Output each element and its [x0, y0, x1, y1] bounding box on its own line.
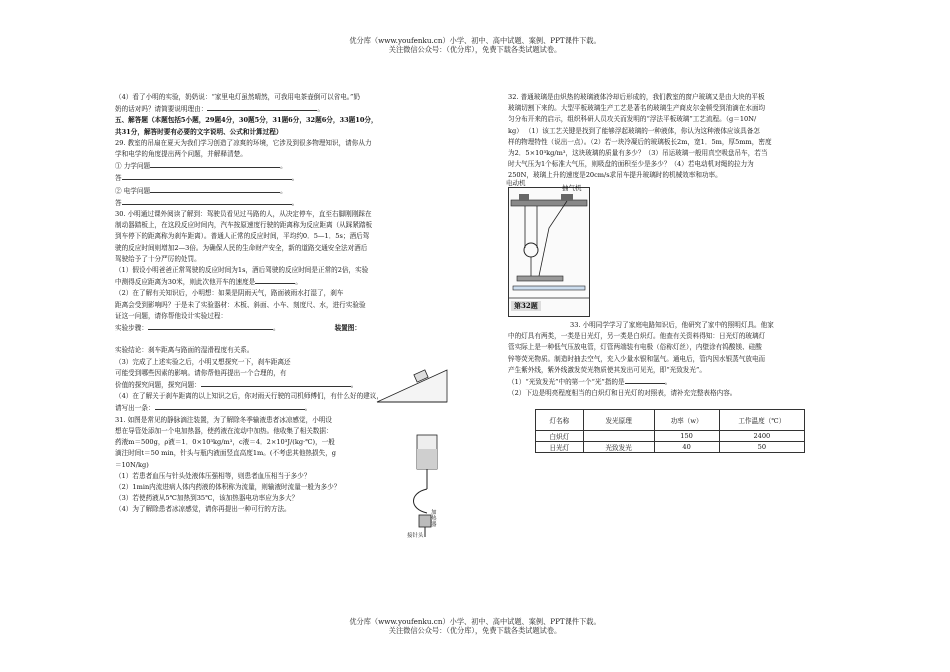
q31-text-5: ＝10N/kg) [115, 460, 149, 469]
dot: 。 [304, 404, 312, 413]
q32-text-6: 为2．5×10³kg/m³，这块玻璃的质量有多少？（3）吊运玻璃一般用真空吸盘吊车，若当 [508, 149, 768, 158]
q30-1-text-2: 中测得反应距离为30米，则此次他开车的速度是 [115, 278, 256, 287]
q31-text-3: 药液m＝500g，ρ液＝1．0×10³kg/m³，c液＝4．2×10³J/(kg·℃)，一般 [115, 438, 335, 447]
q32-text-5: 样的物理特性（说出一点）。（2）若一块冷凝后的玻璃板长2m，宽1．5m，厚5mm，密度 [508, 137, 772, 146]
q30-2-text-2: 距离会受到影响吗？于是未了实验器材：木板、斜面、小车、刻度尺、水，进行实验验 [115, 300, 366, 309]
q33-text-3: 管实际上是一种低气压放电管，灯管两端装有电极（俗称灯丝），内壁涂有钨酸镁、硅酸 [508, 343, 762, 352]
heater-box [419, 515, 431, 527]
q31-text-1: 31. 如图是常见的静脉滴注装置，为了解除冬季输液患者冰凉感觉，小明设 [115, 415, 332, 424]
needle-label: 接针头 [407, 533, 424, 539]
glass-plate [513, 286, 585, 290]
q33-text-2: 中的灯具有两类，一类是日光灯，另一类是白炽灯。他查有关资料得知：日光灯的玻璃灯 [508, 332, 766, 341]
q32-text-2: 玻璃切割下来的。大型平板玻璃生产工艺是著名的玻璃生产商皮尔金顿受到油滴在水面均 [508, 104, 766, 113]
iv-drip-figure [405, 433, 449, 543]
motor-box [519, 194, 529, 201]
right-column [508, 92, 838, 182]
q32-text-3: 匀分布开来的启示，组织科研人员攻关而发明的“浮法平板玻璃”工艺流程。（g＝10N/ [508, 115, 757, 124]
cell-power: 150 [654, 431, 719, 442]
dot: 。 [272, 324, 280, 333]
q4-end: 。 [317, 105, 324, 114]
pulley [524, 243, 538, 257]
q30-2-conclusion: 实验结论：刹车距离与路面的湿滑程度有关系。 [115, 346, 254, 355]
q32-text-8: 250N，玻璃上升的速度是20cm/s求吊车提升玻璃时的机械效率和功率。 [508, 171, 722, 180]
cell-temperature: 2400 [719, 431, 804, 442]
header-power: 功率（w） [654, 410, 719, 431]
q4-text-1: （4）看了小明的实验，奶奶说：“家里电灯虽然晴然，可我用电茶壶倒可以省电。”奶 [115, 93, 361, 101]
q30-3-text-1: （3）完成了上述实验之后，小明又想探究一下，刹车距离还 [115, 357, 291, 366]
q29-mech-answer-blank[interactable] [122, 172, 292, 180]
pump-box [561, 194, 573, 201]
suction-frame [517, 276, 563, 281]
q30-text-3: 到车停下的距离称为刹车距离）。普通人正常的反应时间，平均约0．5—1．5s；酒后驾 [115, 232, 370, 241]
q30-speed-blank[interactable] [255, 276, 295, 284]
q31-part-3: （3）若使药液从5℃加热到35℃，该加热器电功率应为多大？ [115, 494, 299, 503]
q29-elec-blank[interactable] [150, 185, 280, 193]
q31-part-2: （2）1min内流进病人体内药液的体积称为流量，则输液时流量一般为多少？ [115, 482, 341, 491]
q33-text-1: 33. 小明同学学习了家庭电路知识后，他研究了家中的照明灯具。他家 [570, 321, 774, 329]
cell-principle: 光致发光 [583, 442, 654, 453]
q31-part-1: （1）若患者血压与针头处液体压强相等，则患者血压相当于多少？ [115, 471, 311, 480]
q4-answer-blank[interactable] [207, 103, 317, 111]
figure-caption: 第32题 [511, 301, 541, 311]
q30-3-text-3: 价值的探究问题，探究问题： [115, 381, 201, 390]
section-heading-2: 共31分，解答时要有必要的文字说明、公式和计算过程） [115, 127, 283, 136]
q29-mech-blank[interactable] [150, 160, 280, 168]
q31-part-4: （4）为了解除患者冰凉感觉，请你再提出一种可行的方法。 [115, 505, 291, 514]
table-row [536, 442, 805, 453]
header-line-2: 关注微信公众号：（优分库），免费下载各类试题试卷。 [388, 45, 562, 54]
q30-text-4: 驶的反应时间则增加2—3倍。为确保人民的生命财产安全，新的道路交通安全法对酒后 [115, 243, 368, 252]
dot: 。 [295, 278, 302, 287]
crane-drawing [509, 188, 589, 302]
section-heading-1: 五、解答题（本题包括5小题，29题4分，30题5分，31题6分，32题6分，33题10分， [115, 116, 378, 125]
dot: 。 [280, 162, 287, 171]
cell-name: 日光灯 [536, 442, 584, 453]
q30-text-1: 30. 小明通过课外阅读了解到：驾驶员看见过马路的人，从决定停车，直至右脚刚刚踩在 [115, 210, 372, 219]
cell-temperature: 50 [719, 442, 804, 453]
q30-4-text-2: 请写出一条： [115, 404, 155, 413]
q33-text-4: 锌等荧光物质。制造时抽去空气，充入少量水银和氩气。通电后，管内因水银蒸气放电而 [508, 354, 766, 363]
header-temperature: 工作温度（℃） [719, 410, 804, 431]
cell-power: 40 [654, 442, 719, 453]
header-line-1: 优分库（www.youfenku.cn）小学、初中、高中试题、案例、PPT课件下载。 [349, 36, 601, 45]
q30-4-text-1: （4）在了解关于刹车距离的以上知识之后，你对雨天行驶的司机师傅们，有什么好的建议， [115, 392, 383, 401]
drip-tube-loop [414, 489, 428, 513]
dot: 。 [350, 381, 358, 390]
q30-steps-blank[interactable] [148, 322, 273, 330]
q30-advice-blank[interactable] [155, 402, 305, 410]
q30-text-2: 制动器踏板上，在这段反应时间内，汽车按原速度行驶的距离称为反应距离（从踩紧踏板 [115, 221, 373, 230]
dot: 。 [280, 186, 287, 195]
cell-principle-blank[interactable] [583, 431, 654, 442]
q32-text-1: 32. 普通玻璃是由炽热的玻璃液体冷却后形成的，我们教室的窗户玻璃又是由大块的平板 [508, 93, 765, 101]
q4-text-2: 奶的话对吗？请简要说明理由： [115, 105, 208, 114]
motor-label: 电动机 [506, 179, 526, 187]
table-header-row [536, 410, 805, 431]
drip-liquid [417, 449, 437, 469]
q30-text-5: 驾驶给予了十分严厉的处罚。 [115, 254, 201, 263]
q29-elec-question: ② 电学问题 [115, 186, 151, 195]
q30-figure-label: 装置图： [334, 324, 361, 333]
q29-text-1: 29. 教室的吊扇在夏天为我们学习创造了凉爽的环境，它涉及到很多物理知识，请你从力 [115, 138, 372, 147]
dot: 。 [291, 198, 299, 207]
header-principle: 发光原理 [583, 410, 654, 431]
footer-line-2: 关注微信公众号：（优分库），免费下载各类试题试卷。 [388, 626, 562, 635]
q31-text-4: 滴注时间t＝50 min，针头与瓶内液面竖直高度1m。(不考虑其他热损失，g [115, 449, 337, 458]
dot: 。 [664, 378, 672, 387]
header-lamp-name: 灯名称 [536, 410, 584, 431]
q33-part-1: （1）“光致发光”中的第一个“光”指的是 [508, 378, 625, 387]
q30-steps-label: 实验步骤： [115, 324, 148, 333]
q29-elec-answer: 答 [115, 198, 122, 207]
q30-2-text-1: （2）在了解有关知识后，小明想：如果是阴雨天气，路面被雨水打湿了，刹车 [115, 289, 344, 298]
q33-block [508, 320, 838, 399]
lamp-comparison-table [535, 409, 805, 453]
pump-hose [539, 201, 567, 276]
q33-text-5: 产生紫外线，紫外线激发荧光物质使其发出可见光，即“光致发光”。 [508, 365, 706, 374]
q30-2-text-3: 证这一问题，请你帮他设计实验过程： [115, 311, 228, 320]
q31-text-2: 想在导管处添加一个电加热器，使药液在流动中加热。他收集了相关数据： [115, 426, 333, 435]
crane-figure [508, 187, 590, 317]
q29-mech-answer: 答 [115, 174, 122, 183]
page-footer [0, 617, 950, 635]
q30-1-text-1: （1）假设小明爸爸正常驾驶的反应时间为1s，酒后驾驶的反应时间是正常的2倍，实验 [115, 266, 369, 275]
cell-name: 白炽灯 [536, 431, 584, 442]
footer-line-1: 优分库（www.youfenku.cn）小学、初中、高中试题、案例、PPT课件下载。 [349, 617, 601, 626]
q33-part-2: （2）下边是明亮程度相当的白炽灯和日光灯的对照表，请补充完整表格内容。 [508, 389, 737, 398]
q29-mech-question: ① 力学问题 [115, 162, 151, 171]
q33-light-blank[interactable] [625, 376, 665, 384]
page-header [0, 36, 950, 54]
heater-label: 加热器 [431, 510, 437, 528]
pump-label: 抽气机 [562, 184, 582, 192]
q32-text-7: 时大气压为1个标准大气压，则吸盘的面积至少是多少？（4）若电动机对绳的拉力为 [508, 160, 754, 169]
dot: 。 [291, 174, 299, 183]
q29-elec-answer-blank[interactable] [122, 197, 292, 205]
table-row [536, 431, 805, 442]
incline-wedge [377, 370, 447, 402]
q29-text-2: 学和电学的角度提出两个问题，并解释清楚。 [115, 150, 247, 159]
q32-text-4: kg） （1）该工艺关键是找到了能够浮起玻璃的一种液体，你认为这种液体应该具备怎 [508, 126, 760, 135]
q30-3-text-2: 可能受到哪些因素的影响。请你帮他再提出一个合理的，有 [115, 368, 287, 377]
q30-inquiry-blank[interactable] [201, 379, 351, 387]
left-column [115, 92, 445, 516]
inclined-plane-figure [375, 358, 450, 404]
